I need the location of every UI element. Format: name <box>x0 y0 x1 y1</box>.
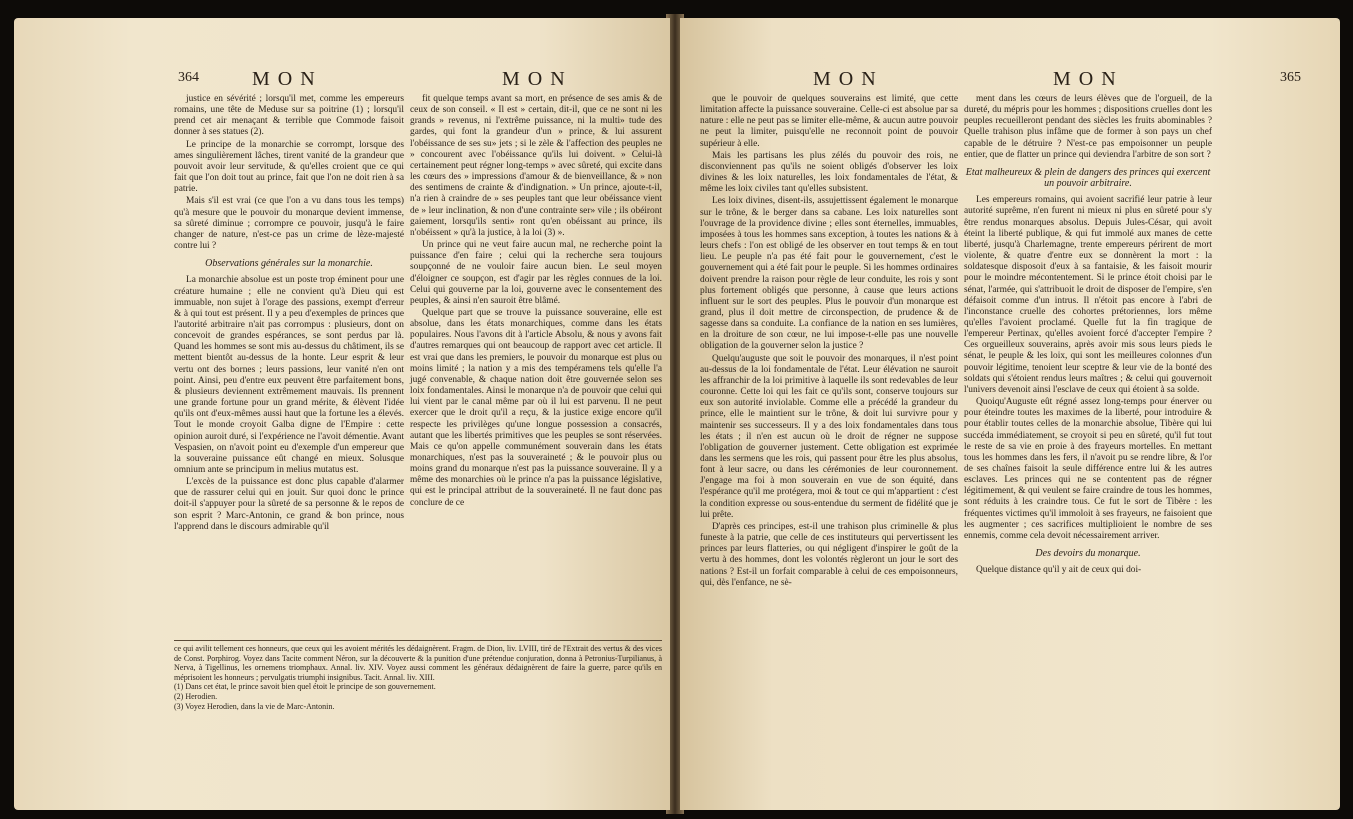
paragraph: Un prince qui ne veut faire aucun mal, ne recherche point la puissance d'en faire ; celui qui la recherche sera toujours soupçonné de ne vouloir faire aucun bien. Le seul moyen d'éloigner ce soupçon, est d'agir par les règles connues de la loi. Celui qui gouverne par la loi, gouverne avec le consentement des peuples, & ainsi n'en sauroit être blâmé. <box>410 240 662 306</box>
text-column-right <box>964 94 1212 577</box>
paragraph: Quelqu'auguste que soit le pouvoir des monarques, il n'est point au-dessus de la loi fondamentale de l'état. Leur élévation ne sauroit les affranchir de la loi primitive à laquelle ils sont redevables de leur couronne. Cette loi qui les fait ce qu'ils sont, conserve toujours sur eux son autorité inviolable. Comme elle a précédé la grandeur du prince, elle le maintient sur le trône, & doit lui survivre pour y maintenir ses successeurs. Il y a des loix fondamentales dans tous les états ; il n'en est aucun où le droit de régner ne suppose l'obligation de gouverner justement. Cette obligation est exprimée dans les sermens que les rois, qui passent pour être les plus absolus, font à leur sacre, ou dans les cérémonies de leur couronnement. J'engage ma foi à mon souverain en vue de son équité, dans l'espérance qu'il me protégera, moi & tout ce qui m'appartient : c'est la condition expresse ou sous-entendue du serment de fidélité que je lui prête. <box>700 353 958 520</box>
section-heading: Etat malheureux & plein de dangers des princes qui exercent un pouvoir arbitraire. <box>965 166 1211 190</box>
paragraph: L'excès de la puissance est donc plus capable d'alarmer que de rassurer celui qui en jouit. Sur quoi donc le prince doit-il s'appuyer pour la sûreté de sa personne & le repos de son esprit ? Marc-Antonin, ce grand & bon prince, nous l'apprend dans le discours admirable qu'il <box>174 477 404 532</box>
left-page <box>14 18 670 810</box>
paragraph: D'après ces principes, est-il une trahison plus criminelle & plus funeste à la patrie, que celle de ces instituteurs qui pervertissent les princes par leurs flatteries, ou qui négligent d'inspirer le goût de la vertu à des hommes, dont les volontés règleront un jour le sort des nations ? Est-il un forfait comparable à celui de ces empoisonneurs, qui, dès l'enfance, ne sè- <box>700 521 958 588</box>
footnote: (2) Herodien. <box>174 691 218 701</box>
text-column-left <box>700 94 958 590</box>
paragraph: Mais les partisans les plus zélés du pouvoir des rois, ne disconviennent pas qu'ils ne soient obligés d'observer les loix divines & les loix naturelles, les loix fondamentales de l'état, & même les loix civiles tant qu'elles subsistent. <box>700 150 958 195</box>
footnote: ce qui avilit tellement ces honneurs, que ceux qui les avoient mérités les dédaignèrent. Fragm. de Dion, liv. LVIII, tiré de l'Extrait des vertus & des vices de Const. Porphirog. Voyez dans Tacite comment Néron, sur la découverte & la punition d'une prétendue conjuration, donna à Petronius-Turpilianus, à Nerva, à Tigellinus, les ornemens triomphaux. Annal. liv. XIV. Voyez aussi comment les généraux dédaignèrent de faire la guerre, parce qu'ils en méprisoient les honneurs ; pervulgatis triumphi insignibus. Tacit. Annal. liv. XIII. <box>174 644 662 682</box>
paragraph: Quelque distance qu'il y ait de ceux qui doi- <box>976 565 1142 576</box>
right-page <box>680 18 1340 810</box>
paragraph: La monarchie absolue est un poste trop éminent pour une créature humaine ; elle ne convient qu'à Dieu qui est immuable, non sujet à l'orage des passions, exempt d'erreur & à qui tout est présent. Il y a peu d'exemples de princes que l'autorité arbitraire n'ait pas corrompus : plusieurs, dont on concevoit de grandes espérances, se sont perdus par là. Quand les hommes se sont mis au-dessus du châtiment, ils se mettent bientôt au-dessus de la honte. Leur esprit & leur vertu ont des bornes ; leurs passions, leur vanité n'en ont point. Ainsi, peu d'entre eux peuvent être parfaitement bons, & plusieurs deviennent extrêmement mauvais. Ils prennent une grande fortune pour un grand mérite, & élèvent l'idée qu'ils ont d'eux-mêmes aussi haut que la fortune les a élevés. Tout le monde croyoit Galba digne de l'Empire : cette opinion auroit duré, si l'expérience ne l'avoit démentie. Avant Vespasien, on n'avoit point eu d'exemple d'un empereur que la souveraine puissance eût changé en mieux. Solusque omnium ante se principum in melius mutatus est. <box>174 275 404 475</box>
paragraph: fit quelque temps avant sa mort, en présence de ses amis & de ceux de son conseil. « Il est » certain, dit-il, que ce ne sont ni les grands » revenus, ni l'extrême puissance, ni la multi» tude des gardes, qui font la grandeur d'un » prince, & lui assurent l'obéissance de ses su» jets ; si le zèle & l'affection des peuples ne » concourent avec l'obéissance qu'ils lui doivent. » Celui-là certainement peut régner long-temps » avec sûreté, qui excite dans les cœurs des » impressions d'amour & de bienveillance, & » non des sentimens de crainte & d'indignation. » Un prince, ajoute-t-il, n'a rien à craindre de » ses peuples tant que leur obéissance vient de » leur inclination, & non d'une contrainte ser» vile ; ils obéiront gaiement, lorsqu'ils senti» ront qu'en obéissant au prince, ils n'obéissent » qu'à la justice, à la loi (3) ». <box>410 94 662 238</box>
footnote-rule <box>174 640 662 641</box>
paragraph: ment dans les cœurs de leurs élèves que de l'orgueil, de la dureté, du mépris pour les hommes ; dispositions cruelles dont les peuples recueilleront pendant des siècles les fruits abominables ? Quelle trahison plus infâme que de former à son pays un chef capable de le détruire ? N'est-ce pas empoisonner un peuple entier, que de flatter un prince qui deviendra l'arbitre de son sort ? <box>964 94 1212 160</box>
footnote: (1) Dans cet état, le prince savoit bien quel étoit le principe de son gouvernement. <box>174 682 436 692</box>
section-heading: Des devoirs du monarque. <box>1035 548 1141 560</box>
page-number: 364 <box>178 70 199 85</box>
section-heading: Observations générales sur la monarchie. <box>205 258 373 270</box>
running-head: MON <box>502 68 573 90</box>
running-head: MON <box>252 68 323 90</box>
paragraph: Les empereurs romains, qui avoient sacrifié leur patrie à leur autorité suprême, n'en furent ni mieux ni plus en sûreté pour s'y être rendus monarques absolus. Depuis Jules-César, qui avoit éteint la liberté publique, & qui fut immolé aux manes de cette liberté, jusqu'à Charlemagne, trente empereurs périrent de mort violente, & quatre d'entre eux se donnèrent la mort : la soldatesque disposoit d'eux à sa fantaisie, & les faisoit mourir pour le moindre mécontentement. Si le prince étoit choisi par le sénat, l'armée, qui s'attribuoit le droit de disposer de l'empire, s'en défaisoit comme d'un intrus. Il n'étoit pas encore à l'abri de l'inconstance cruelle des cohortes prétoriennes, lors même qu'elles l'avoient proclamé. Quelle fut la fin tragique de l'empereur Pertinax, qu'elles avoient forcé d'accepter l'empire ? Ces orgueilleux souverains, après avoir mis sous leurs pieds le sénat, le peuple & les loix, qui sont les meilleures colonnes d'un pouvoir légitime, tenoient leur sceptre & leur vie de la bonté des soldats qui s'étoient rendus leurs maîtres ; & celui qui gouvernoit l'univers devenoit ainsi l'esclave de ceux qui étoient à sa solde. <box>964 195 1212 395</box>
paragraph: Quoiqu'Auguste eût régné assez long-temps pour énerver ou pour éteindre toutes les maximes de la liberté, pour introduire & pour établir toutes celles de la monarchie absolue, Tibère qui lui succéda immédiatement, se croyoit si peu en sûreté, qu'il fut tout le reste de sa vie en proie à des frayeurs mortelles. En mettant tous les hommes dans les fers, il n'avoit pu se rendre libre, & l'or de ses chaînes faisoit la seule différence entre lui & les autres esclaves. Les princes qui ne se contentent pas de régner légitimement, & qui veulent se faire craindre de tous les hommes, sont réduits à les craindre tous. Ce fut le sort de Tibère : les fréquentes victimes qu'il immoloit à ses frayeurs, ne faisoient que les augmenter ; ces sacrifices multiplioient le nombre de ses ennemis, comme cela devoit nécessairement arriver. <box>964 397 1212 541</box>
text-column-left <box>174 94 404 534</box>
paragraph: que le pouvoir de quelques souverains est limité, que cette limitation affecte la puissance souveraine. Celle-ci est absolue par sa nature : elle ne peut pas se limiter elle-même, & aucun autre pouvoir ne peut la limiter, puisqu'elle ne reconnoit point de pouvoir supérieur à elle. <box>700 94 958 149</box>
paragraph: Les loix divines, disent-ils, assujettissent également le monarque sur le trône, & le berger dans sa cabane. Les loix naturelles sont l'ouvrage de la providence divine ; elles sont éternelles, immuables, imposées à tous les hommes sans exception, à toutes les nations & à leurs chefs : l'on est obligé de les observer en tout temps & en tout lieu. Le peuple n'a pas été fait pour le gouvernement, c'est le gouvernement qui a été fait pour le peuple. Si les hommes ordinaires doivent prendre la raison pour règle de leur conduite, les rois y sont plus fortement obligés que personne, à cause que leurs actions influent sur le sort des peuples. Plus le pouvoir d'un monarque est grand, plus il doit mettre de circonspection, de prudence & de sagesse dans sa conduite. La confiance de la nation en ses lumières, en la droiture de son cœur, ne lui impose-t-elle pas une nouvelle obligation de la gouverner selon la justice ? <box>700 196 958 352</box>
running-head: MON <box>1053 68 1124 90</box>
footnote: (3) Voyez Herodien, dans la vie de Marc-Antonin. <box>174 701 335 711</box>
paragraph: Quelque part que se trouve la puissance souveraine, elle est absolue, dans les états monarchiques, comme dans les états populaires. Nous l'avons dit à l'article Absolu, & nous y avons fait d'autres remarques qui ont beaucoup de rapport avec cet article. Il est vrai que dans les premiers, le pouvoir du monarque est plus ou moins limité ; la nation y a mis des tempéramens tels qu'elle l'a jugé convenable, & chaque nation doit être gouvernée selon ses loix fondamentales. Ainsi le monarque n'a de pouvoir que celui qui lui vient par le canal même par où il lui est parvenu. Il ne peut exercer que le droit qu'il a reçu, & la justice exige encore qu'il respecte les privilèges qu'une longue possession a consacrés, autant que les libertés primitives que les peuples se sont réservées. Mais ce qu'on appelle communément souverain dans les états monarchiques, n'est pas la souveraineté ; & le pouvoir plus ou moins grand du monarque n'est pas la puissance souveraine. Il y a même des monarchies où le prince n'a pas la puissance législative, qui est le principal attribut de la souveraineté. Il ne faut donc pas conclure de ce <box>410 307 662 508</box>
running-head: MON <box>813 68 884 90</box>
paragraph: Le principe de la monarchie se corrompt, lorsque des ames singulièrement lâches, tirent vanité de la grandeur que pouvoit avoir leur servitude, & qu'elles croient que ce qui fait que l'on doit tout au prince, fait que l'on ne doit rien à sa patrie. <box>174 139 404 195</box>
paragraph: justice en sévérité ; lorsqu'il met, comme les empereurs romains, une tête de Meduse sur sa poitrine (1) ; lorsqu'il prend cet air menaçant & terrible que Commode faisoit donner à ses statues (2). <box>174 94 404 138</box>
text-column-right <box>410 94 662 510</box>
footnotes <box>174 644 662 711</box>
page-number: 365 <box>1280 70 1301 85</box>
paragraph: Mais s'il est vrai (ce que l'on a vu dans tous les temps) qu'à mesure que le pouvoir du monarque devient immense, sa sûreté diminue ; corrompre ce pouvoir, jusqu'à le faire changer de nature, n'est-ce pas un crime de lèze-majesté contre lui ? <box>174 196 404 252</box>
